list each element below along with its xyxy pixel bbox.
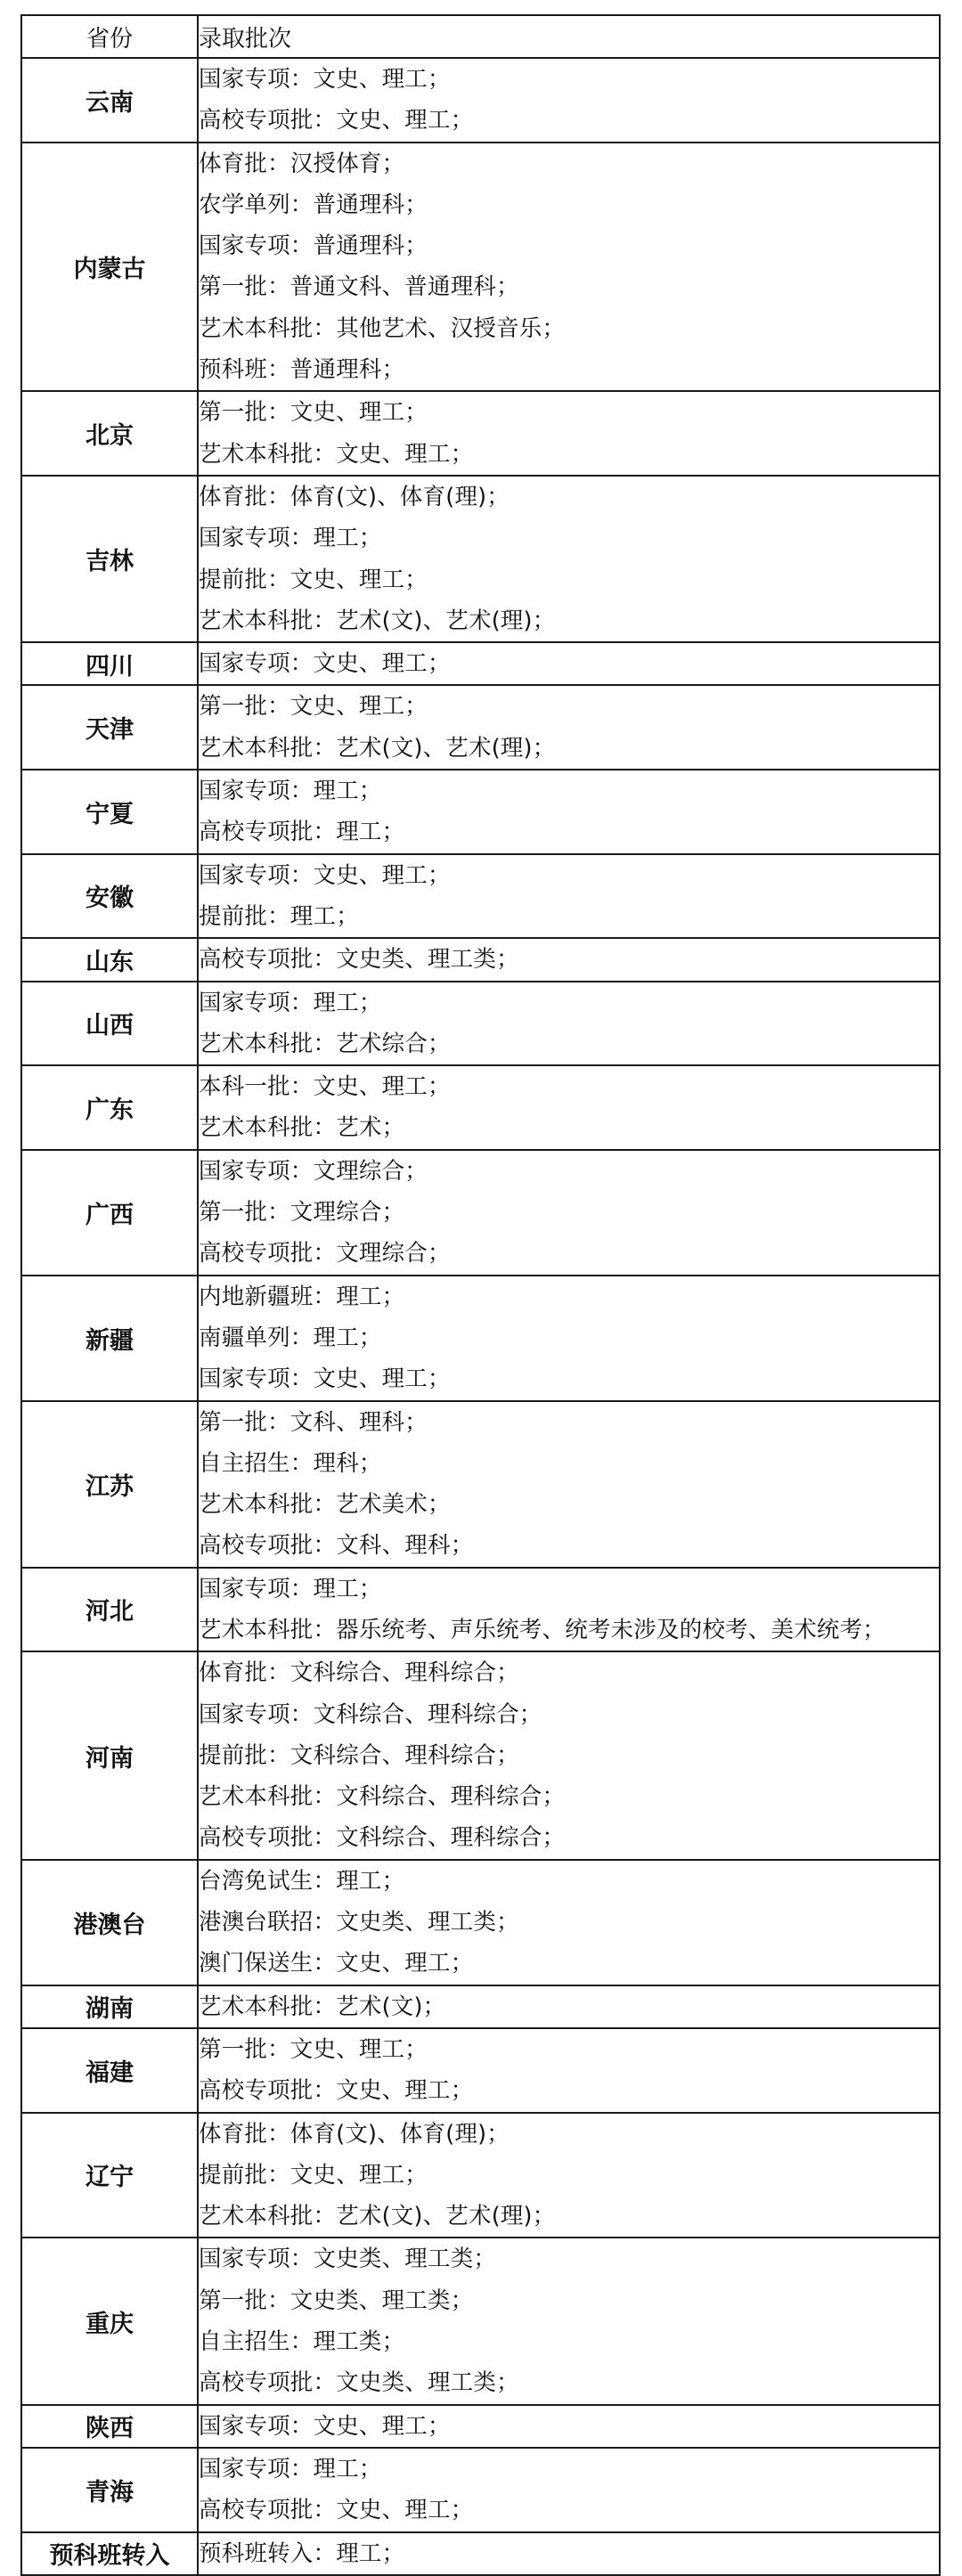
batch-cell — [198, 2448, 940, 2532]
table-row — [21, 1651, 940, 1859]
batch-cell — [198, 1401, 940, 1568]
batch-cell — [198, 854, 940, 939]
province-cell: 湖南 — [21, 1985, 198, 2028]
batch-line: 第一批：文科、理科； — [199, 1408, 428, 1436]
province-cell: 云南 — [21, 58, 198, 143]
batch-cell — [198, 58, 940, 143]
batch-line: 艺术本科批：艺术(文)、艺术(理)； — [199, 734, 556, 762]
table-body — [21, 58, 940, 2575]
province-cell: 江苏 — [21, 1401, 198, 1568]
batch-cell — [198, 476, 940, 642]
batch-line: 高校专项批：文科综合、理科综合； — [199, 1824, 566, 1852]
batch-line: 体育批：汉授体育； — [199, 150, 405, 177]
batch-line: 国家专项：理工； — [199, 2455, 382, 2482]
table-row — [21, 1065, 940, 1150]
table-row — [21, 2028, 940, 2113]
batch-line: 体育批：体育(文)、体育(理)； — [199, 2120, 510, 2148]
batch-cell — [198, 1065, 940, 1150]
province-cell: 山东 — [21, 938, 198, 981]
batch-line: 艺术本科批：其他艺术、汉授音乐； — [199, 314, 566, 342]
province-cell: 宁夏 — [21, 770, 198, 854]
batch-line: 预科班转入：理工； — [199, 2539, 405, 2567]
table-row — [21, 476, 940, 642]
table-row — [21, 2405, 940, 2448]
batch-line: 高校专项批：理工； — [199, 819, 405, 846]
batch-line: 南疆单列：理工； — [199, 1324, 382, 1351]
batch-line: 艺术本科批：文科综合、理科综合； — [199, 1783, 566, 1811]
batch-line: 提前批：文科综合、理科综合； — [199, 1741, 519, 1769]
table-row — [21, 938, 940, 981]
batch-line: 港澳台联招：文史类、理工类； — [199, 1909, 519, 1936]
batch-cell — [198, 2113, 940, 2238]
batch-line: 艺术本科批：艺术(文)； — [199, 1993, 446, 2020]
batch-line: 本科一批：文史、理工； — [199, 1073, 451, 1101]
batch-line: 国家专项：普通理科； — [199, 232, 428, 260]
table-row — [21, 1276, 940, 1401]
batch-line: 高校专项批：文史、理工； — [199, 2077, 474, 2105]
batch-line: 国家专项：文史、理工； — [199, 2412, 451, 2440]
table-row — [21, 1860, 940, 1985]
batch-line: 台湾免试生：理工； — [199, 1867, 405, 1895]
table-row — [21, 2448, 940, 2532]
table-row — [21, 2238, 940, 2404]
batch-line: 国家专项：理工； — [199, 989, 382, 1016]
table-row — [21, 854, 940, 939]
batch-line: 艺术本科批：文史、理工； — [199, 440, 474, 468]
batch-cell — [198, 1860, 940, 1985]
table-row — [21, 982, 940, 1066]
province-cell: 辽宁 — [21, 2113, 198, 2238]
province-cell: 重庆 — [21, 2238, 198, 2404]
batch-line: 艺术本科批：艺术综合； — [199, 1030, 451, 1057]
batch-line: 国家专项：理工； — [199, 1575, 382, 1602]
batch-line: 艺术本科批：艺术(文)、艺术(理)； — [199, 2203, 556, 2230]
batch-cell — [198, 1276, 940, 1401]
batch-cell — [198, 1651, 940, 1859]
batch-line: 国家专项：文理综合； — [199, 1157, 428, 1185]
batch-line: 体育批：文科综合、理科综合； — [199, 1659, 519, 1687]
admission-table — [20, 14, 941, 2576]
province-cell: 预科班转入 — [21, 2532, 198, 2575]
table-row — [21, 685, 940, 770]
batch-line: 国家专项：文史类、理工类； — [199, 2246, 497, 2273]
province-cell: 四川 — [21, 642, 198, 685]
batch-line: 国家专项：文史、理工； — [199, 861, 451, 889]
batch-line: 高校专项批：文史、理工； — [199, 107, 474, 135]
table-row — [21, 770, 940, 854]
table-row — [21, 1150, 940, 1276]
header-province: 省份 — [21, 15, 198, 58]
batch-line: 国家专项：文史、理工； — [199, 66, 451, 93]
batch-line: 高校专项批：文史类、理工类； — [199, 946, 519, 974]
batch-line: 第一批：文理综合； — [199, 1199, 405, 1227]
batch-cell — [198, 982, 940, 1066]
table-row — [21, 391, 940, 476]
batch-cell — [198, 2028, 940, 2113]
batch-line: 高校专项批：文理综合； — [199, 1240, 451, 1268]
batch-line: 第一批：文史、理工； — [199, 693, 428, 721]
batch-line: 高校专项批：文史、理工； — [199, 2497, 474, 2524]
batch-line: 国家专项：文史、理工； — [199, 1365, 451, 1393]
batch-cell — [198, 685, 940, 770]
batch-line: 第一批：文史、理工； — [199, 399, 428, 427]
batch-line: 体育批：体育(文)、体育(理)； — [199, 483, 510, 510]
batch-line: 内地新疆班：理工； — [199, 1283, 405, 1310]
batch-cell — [198, 1150, 940, 1276]
province-cell: 新疆 — [21, 1276, 198, 1401]
table-row — [21, 1568, 940, 1652]
batch-line: 第一批：普通文科、普通理科； — [199, 273, 519, 301]
province-cell: 广东 — [21, 1065, 198, 1150]
table-row — [21, 2532, 940, 2575]
province-cell: 山西 — [21, 982, 198, 1066]
table-row — [21, 1985, 940, 2028]
batch-line: 艺术本科批：艺术美术； — [199, 1491, 451, 1519]
batch-cell — [198, 1985, 940, 2028]
batch-cell — [198, 770, 940, 854]
batch-line: 提前批：文史、理工； — [199, 566, 428, 593]
batch-line: 艺术本科批：器乐统考、声乐统考、统考未涉及的校考、美术统考； — [199, 1616, 886, 1643]
province-cell: 青海 — [21, 2448, 198, 2532]
batch-cell — [198, 143, 940, 392]
batch-line: 高校专项批：文科、理科； — [199, 1532, 474, 1560]
province-cell: 福建 — [21, 2028, 198, 2113]
batch-line: 提前批：理工； — [199, 902, 359, 930]
batch-line: 国家专项：文科综合、理科综合； — [199, 1700, 542, 1728]
batch-line: 国家专项：文史、理工； — [199, 650, 451, 678]
table-header-row — [21, 15, 940, 58]
batch-cell — [198, 2405, 940, 2448]
batch-cell — [198, 642, 940, 685]
batch-cell — [198, 2238, 940, 2404]
province-cell: 北京 — [21, 391, 198, 476]
table-row — [21, 642, 940, 685]
batch-line: 高校专项批：文史类、理工类； — [199, 2369, 519, 2397]
province-cell: 河北 — [21, 1568, 198, 1652]
batch-line: 第一批：文史类、理工类； — [199, 2287, 474, 2314]
batch-line: 艺术本科批：艺术(文)、艺术(理)； — [199, 607, 556, 634]
province-cell: 安徽 — [21, 854, 198, 939]
batch-line: 第一批：文史、理工； — [199, 2035, 428, 2063]
province-cell: 天津 — [21, 685, 198, 770]
table-row — [21, 1401, 940, 1568]
batch-line: 艺术本科批：艺术； — [199, 1114, 405, 1142]
batch-line: 国家专项：理工； — [199, 778, 382, 805]
province-cell: 内蒙古 — [21, 143, 198, 392]
header-batch: 录取批次 — [198, 15, 940, 58]
province-cell: 广西 — [21, 1150, 198, 1276]
batch-line: 提前批：文史、理工； — [199, 2161, 428, 2189]
batch-cell — [198, 938, 940, 981]
table-row — [21, 58, 940, 143]
province-cell: 河南 — [21, 1651, 198, 1859]
batch-line: 国家专项：理工； — [199, 525, 382, 552]
batch-line: 预科班：普通理科； — [199, 356, 405, 384]
batch-line: 自主招生：理工类； — [199, 2328, 405, 2356]
province-cell: 陕西 — [21, 2405, 198, 2448]
batch-cell — [198, 2532, 940, 2575]
batch-line: 澳门保送生：文史、理工； — [199, 1950, 474, 1977]
batch-line: 农学单列：普通理科； — [199, 191, 428, 218]
batch-line: 自主招生：理科； — [199, 1449, 382, 1477]
batch-cell — [198, 391, 940, 476]
table-row — [21, 2113, 940, 2238]
table-row — [21, 143, 940, 392]
batch-cell — [198, 1568, 940, 1652]
province-cell: 港澳台 — [21, 1860, 198, 1985]
province-cell: 吉林 — [21, 476, 198, 642]
